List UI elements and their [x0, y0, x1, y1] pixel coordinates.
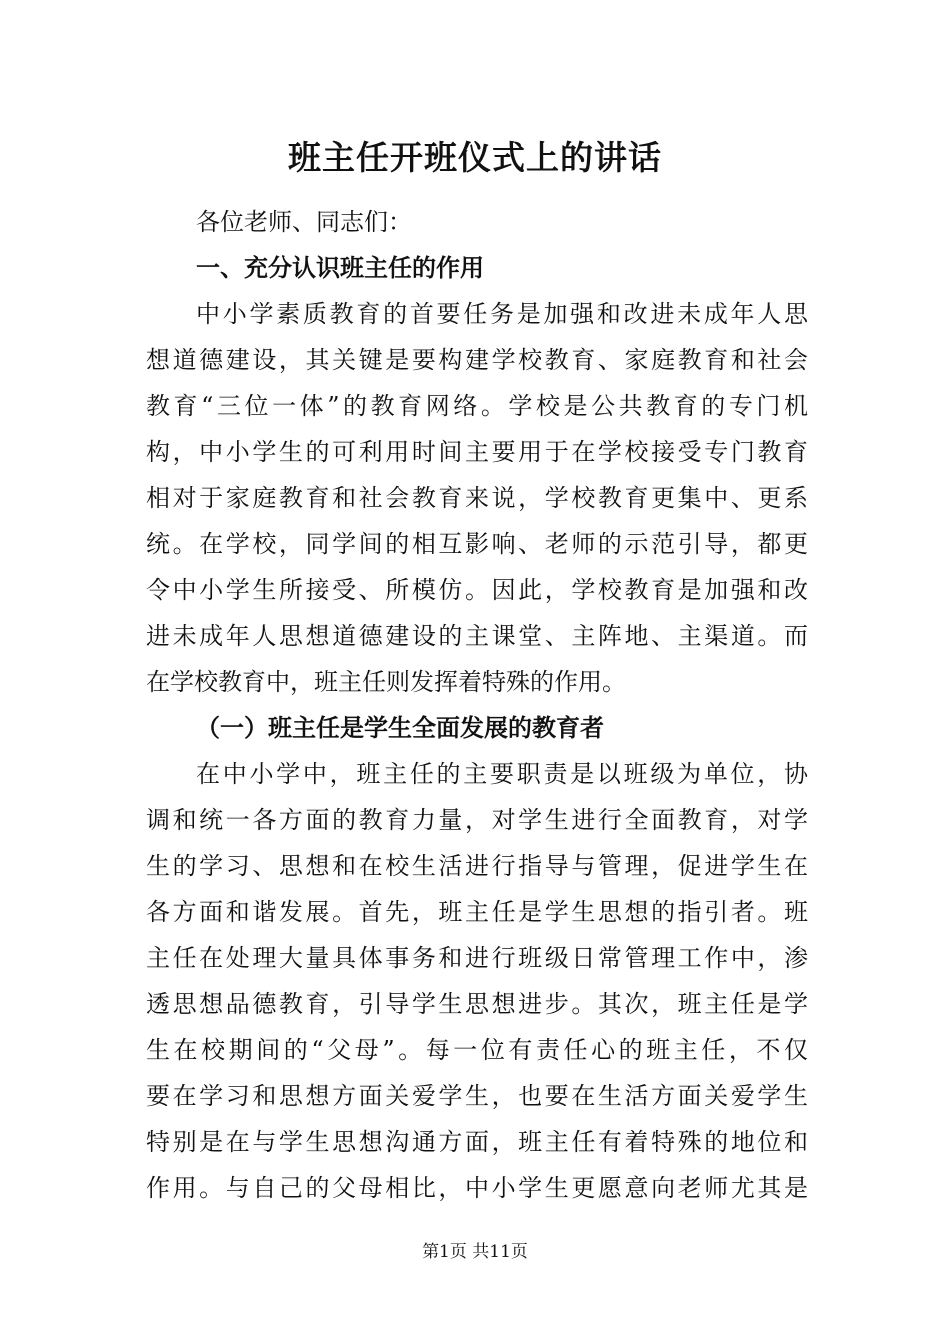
paragraph-line: 透思想品德教育，引导学生思想进步。其次，班主任是学 [146, 990, 808, 1018]
paragraph-line: 教育“三位一体”的教育网络。学校是公共教育的专门机 [146, 392, 808, 420]
paragraph-line: 想道德建设，其关键是要构建学校教育、家庭教育和社会 [146, 346, 808, 374]
paragraph-line: 相对于家庭教育和社会教育来说，学校教育更集中、更系 [146, 484, 808, 512]
paragraph-line: 令中小学生所接受、所模仿。因此，学校教育是加强和改 [146, 576, 808, 604]
page-footer: 第1页 共11页 [422, 1242, 528, 1262]
paragraph-line: 主任在处理大量具体事务和进行班级日常管理工作中，渗 [146, 944, 808, 972]
salutation: 各位老师、同志们： [196, 208, 412, 236]
paragraph-line: 在学校教育中，班主任则发挥着特殊的作用。 [146, 668, 626, 696]
paragraph-line: 作用。与自己的父母相比，中小学生更愿意向老师尤其是 [146, 1174, 808, 1202]
paragraph-line: 调和统一各方面的教育力量，对学生进行全面教育，对学 [146, 806, 808, 834]
paragraph-line: 要在学习和思想方面关爱学生，也要在生活方面关爱学生 [146, 1082, 808, 1110]
document-title: 班主任开班仪式上的讲话 [288, 138, 662, 177]
section-heading-1: 一、充分认识班主任的作用 [196, 254, 484, 282]
paragraph-line: 生在校期间的“父母”。每一位有责任心的班主任，不仅 [146, 1036, 808, 1064]
paragraph-line: 中小学素质教育的首要任务是加强和改进未成年人思 [196, 300, 808, 328]
paragraph-line: 各方面和谐发展。首先，班主任是学生思想的指引者。班 [146, 898, 808, 926]
paragraph-line: 特别是在与学生思想沟通方面，班主任有着特殊的地位和 [146, 1128, 808, 1156]
paragraph-line: 构，中小学生的可利用时间主要用于在学校接受专门教育 [146, 438, 808, 466]
paragraph-line: 生的学习、思想和在校生活进行指导与管理，促进学生在 [146, 852, 808, 880]
paragraph-line: 进未成年人思想道德建设的主课堂、主阵地、主渠道。而 [146, 622, 808, 650]
section-heading-2: （一）班主任是学生全面发展的教育者 [196, 714, 604, 742]
paragraph-line: 在中小学中，班主任的主要职责是以班级为单位，协 [196, 760, 808, 788]
paragraph-line: 统。在学校，同学间的相互影响、老师的示范引导，都更 [146, 530, 808, 558]
